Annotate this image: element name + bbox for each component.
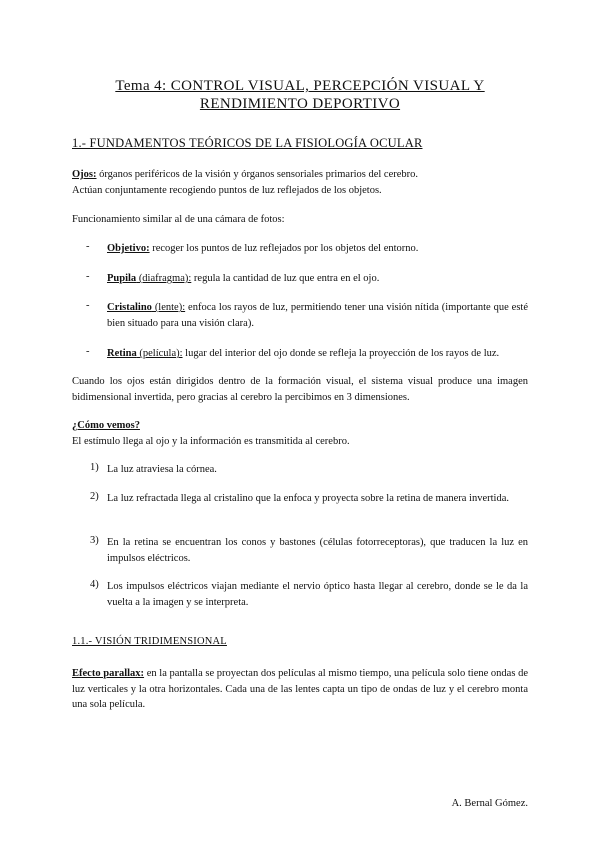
title-line-2: RENDIMIENTO DEPORTIVO: [199, 96, 401, 112]
bullet-dash: -: [86, 271, 90, 282]
como-vemos-heading: ¿Cómo vemos?: [72, 420, 140, 431]
cuando-paragraph: Cuando los ojos están dirigidos dentro de la formación visual, el sistema visual produce una imagen bidimensional invertida, pero gracias al cerebro la percibimos en 3 dimensiones.: [72, 376, 528, 403]
bullet-pupila: [107, 271, 528, 287]
parallax-term: Efecto parallax:: [72, 668, 145, 679]
parallax-paragraph: [72, 666, 528, 713]
ojos-line-2: Actúan conjuntamente recogiendo puntos de luz reflejados de los objetos.: [72, 184, 382, 196]
bullet-text: regula la cantidad de luz que entra en el ojo.: [191, 273, 380, 284]
section-1-heading: 1.- FUNDAMENTOS TEÓRICOS DE LA FISIOLOGÍA OCULAR: [72, 136, 423, 150]
step-number: 2): [90, 491, 99, 502]
bullet-text: enfoca los rayos de luz, permitiendo tener una visión nítida (importante que esté bien situado para una visión clara).: [107, 302, 528, 329]
bullet-text: lugar del interior del ojo donde se refleja la proyección de los rayos de luz.: [182, 348, 500, 359]
funcionamiento-paragraph: Funcionamiento similar al de una cámara de fotos:: [72, 214, 285, 225]
bullet-paren: (diafragma):: [136, 273, 192, 284]
step-text: La luz atraviesa la córnea.: [107, 464, 217, 475]
step-number: 4): [90, 579, 99, 590]
como-vemos-paragraph: [72, 418, 528, 449]
bullet-cristalino: [107, 300, 528, 331]
bullet-term: Cristalino: [107, 302, 152, 313]
bullet-retina: [107, 346, 528, 362]
ojos-paragraph: [72, 167, 528, 198]
bullet-term: Objetivo:: [107, 243, 150, 254]
bullet-text: recoger los puntos de luz reflejados por los objetos del entorno.: [149, 243, 419, 254]
bullet-paren: (lente):: [151, 302, 186, 313]
parallax-text: en la pantalla se proyectan dos películas al mismo tiempo, una película solo tiene ondas de luz verticales y la otra horizontales. Cada una de las lentes capta un tipo de ondas de luz y el cerebro monta una sola película.: [72, 668, 528, 710]
step-number: 3): [90, 535, 99, 546]
author-footer: A. Bernal Gómez.: [451, 798, 528, 809]
bullet-term: Pupila: [107, 273, 137, 284]
step-text: Los impulsos eléctricos viajan mediante el nervio óptico hasta llegar al cerebro, donde se le da la vuelta a la imagen y se interpreta.: [107, 581, 528, 608]
step-text: La luz refractada llega al cristalino que la enfoca y proyecta sobre la retina de manera invertida.: [107, 493, 509, 504]
bullet-paren: (película):: [136, 348, 183, 359]
bullet-dash: -: [86, 241, 90, 252]
ojos-term: Ojos:: [72, 169, 97, 180]
ojos-text: órganos periféricos de la visión y órganos sensoriales primarios del cerebro.: [96, 169, 419, 180]
step-number: 1): [90, 462, 99, 473]
bullet-dash: -: [86, 346, 90, 357]
step-text: En la retina se encuentran los conos y bastones (células fotorreceptoras), que traducen la luz en impulsos eléctricos.: [107, 537, 528, 564]
section-1-1-heading: 1.1.- VISIÓN TRIDIMENSIONAL: [72, 636, 227, 647]
title-line-1: Tema 4: CONTROL VISUAL, PERCEPCIÓN VISUAL Y: [115, 78, 485, 94]
bullet-objetivo: [107, 241, 528, 257]
bullet-dash: -: [86, 300, 90, 311]
como-vemos-text: El estímulo llega al ojo y la información es transmitida al cerebro.: [72, 435, 350, 447]
bullet-term: Retina: [107, 348, 137, 359]
